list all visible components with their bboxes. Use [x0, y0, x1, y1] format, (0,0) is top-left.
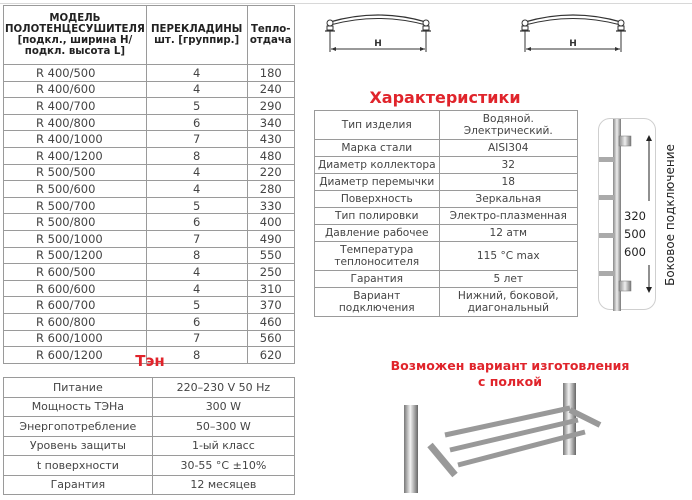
ten-label: Питание — [4, 378, 153, 398]
heat-output: 560 — [247, 330, 294, 347]
shelf-towel-rail-image — [400, 380, 620, 495]
heat-output: 290 — [247, 98, 294, 115]
ten-row — [4, 436, 295, 456]
characteristic-row — [315, 174, 578, 191]
model-row — [4, 114, 295, 131]
characteristic-value: Зеркальная — [439, 191, 577, 208]
model-name: R 500/1200 — [4, 247, 147, 264]
model-row — [4, 264, 295, 281]
ten-value: 30-55 °C ±10% — [152, 456, 294, 476]
svg-text:H: H — [374, 39, 382, 49]
characteristic-value: AISI304 — [439, 140, 577, 157]
header-model: МОДЕЛЬ ПОЛОТЕНЦЕСУШИТЕЛЯ [подкл., ширина H/ подкл. высота L] — [4, 6, 147, 65]
characteristic-value: 12 атм — [439, 225, 577, 242]
model-name: R 600/700 — [4, 297, 147, 314]
side-dimensions — [620, 207, 650, 261]
model-row — [4, 98, 295, 115]
bars-count: 6 — [146, 114, 247, 131]
models-table — [3, 5, 295, 364]
model-name: R 500/600 — [4, 181, 147, 198]
bars-count: 4 — [146, 181, 247, 198]
characteristic-label: Поверхность — [315, 191, 440, 208]
ten-label: Уровень защиты — [4, 436, 153, 456]
model-name: R 400/500 — [4, 65, 147, 82]
characteristic-value: Нижний, боковой, диагональный — [439, 288, 577, 317]
model-row — [4, 247, 295, 264]
side-connection-label — [660, 120, 680, 310]
header-heat: Тепло-отдача — [247, 6, 294, 65]
bars-count: 7 — [146, 230, 247, 247]
characteristic-row — [315, 208, 578, 225]
ten-value: 12 месяцев — [152, 475, 294, 495]
model-name: R 500/800 — [4, 214, 147, 231]
characteristic-value: 18 — [439, 174, 577, 191]
model-name: R 600/1000 — [4, 330, 147, 347]
model-name: R 500/500 — [4, 164, 147, 181]
bars-count: 7 — [146, 330, 247, 347]
ten-label: Энергопотребление — [4, 417, 153, 437]
model-row — [4, 81, 295, 98]
characteristic-row — [315, 157, 578, 174]
heat-output: 550 — [247, 247, 294, 264]
model-row — [4, 147, 295, 164]
bars-count: 4 — [146, 280, 247, 297]
ten-title: Тэн — [135, 352, 165, 370]
ten-value: 300 W — [152, 397, 294, 417]
ten-value: 220–230 V 50 Hz — [152, 378, 294, 398]
side-connection-text: Боковое подключение — [663, 144, 677, 286]
heat-output: 180 — [247, 65, 294, 82]
model-name: R 400/600 — [4, 81, 147, 98]
header-bars: ПЕРЕКЛАДИНЫ шт. [группир.] — [146, 6, 247, 65]
characteristic-value: 115 °C max — [439, 242, 577, 271]
characteristic-label: Вариант подключения — [315, 288, 440, 317]
ten-table — [3, 377, 295, 495]
model-name: R 400/800 — [4, 114, 147, 131]
heat-output: 430 — [247, 131, 294, 148]
heat-output: 310 — [247, 280, 294, 297]
model-name: R 600/1200 — [4, 347, 147, 364]
heat-output: 620 — [247, 347, 294, 364]
dimension-value: 500 — [624, 227, 646, 241]
heat-output: 370 — [247, 297, 294, 314]
ten-row — [4, 475, 295, 495]
ten-value: 50–300 W — [152, 417, 294, 437]
bars-count: 6 — [146, 214, 247, 231]
ten-row — [4, 397, 295, 417]
bars-count: 4 — [146, 81, 247, 98]
bars-count: 8 — [146, 147, 247, 164]
characteristic-label: Марка стали — [315, 140, 440, 157]
bottom-connection-diagram-2 — [520, 10, 630, 55]
characteristic-value: 5 лет — [439, 271, 577, 288]
ten-label: Мощность ТЭНа — [4, 397, 153, 417]
model-row — [4, 214, 295, 231]
model-name: R 400/1200 — [4, 147, 147, 164]
characteristic-row — [315, 140, 578, 157]
heat-output: 220 — [247, 164, 294, 181]
model-row — [4, 181, 295, 198]
ten-row — [4, 456, 295, 476]
characteristic-value: 32 — [439, 157, 577, 174]
ten-value: 1-ый класс — [152, 436, 294, 456]
model-name: R 600/800 — [4, 313, 147, 330]
model-name: R 600/600 — [4, 280, 147, 297]
bars-count: 7 — [146, 131, 247, 148]
characteristic-row — [315, 271, 578, 288]
bars-count: 6 — [146, 313, 247, 330]
characteristic-label: Диаметр коллектора — [315, 157, 440, 174]
shelf-note-line1: Возможен вариант изготовления — [390, 358, 630, 373]
characteristic-value: Электро-плазменная — [439, 208, 577, 225]
characteristics-table — [314, 110, 578, 317]
model-row — [4, 131, 295, 148]
heat-output: 280 — [247, 181, 294, 198]
shelf-note-line2: с полкой — [478, 374, 542, 389]
heat-output: 490 — [247, 230, 294, 247]
model-name: R 500/700 — [4, 197, 147, 214]
bottom-connection-diagram-1 — [325, 10, 435, 55]
svg-text:H: H — [569, 39, 577, 49]
bars-count: 5 — [146, 98, 247, 115]
ten-row — [4, 378, 295, 398]
characteristic-row — [315, 111, 578, 140]
characteristic-label: Тип изделия — [315, 111, 440, 140]
characteristic-label: Гарантия — [315, 271, 440, 288]
bars-count: 4 — [146, 65, 247, 82]
bars-count: 4 — [146, 264, 247, 281]
model-row — [4, 330, 295, 347]
ten-label: Гарантия — [4, 475, 153, 495]
bars-count: 5 — [146, 297, 247, 314]
ten-row — [4, 417, 295, 437]
characteristic-value: Водяной. Электрический. — [439, 111, 577, 140]
bars-count: 8 — [146, 247, 247, 264]
model-row — [4, 197, 295, 214]
model-name: R 600/500 — [4, 264, 147, 281]
dimension-value: 320 — [624, 209, 646, 223]
model-row — [4, 65, 295, 82]
model-row — [4, 164, 295, 181]
characteristic-row — [315, 242, 578, 271]
characteristics-title: Характеристики — [369, 88, 521, 107]
heat-output: 240 — [247, 81, 294, 98]
characteristic-row — [315, 191, 578, 208]
ten-label: t поверхности — [4, 456, 153, 476]
heat-output: 330 — [247, 197, 294, 214]
characteristic-row — [315, 225, 578, 242]
characteristic-label: Температура теплоносителя — [315, 242, 440, 271]
characteristic-row — [315, 288, 578, 317]
dimension-value: 600 — [624, 245, 646, 259]
heat-output: 250 — [247, 264, 294, 281]
model-name: R 400/1000 — [4, 131, 147, 148]
model-row — [4, 313, 295, 330]
characteristic-label: Давление рабочее — [315, 225, 440, 242]
model-row — [4, 297, 295, 314]
models-header-row — [4, 6, 295, 65]
bars-count: 4 — [146, 164, 247, 181]
top-divider — [0, 3, 692, 4]
heat-output: 480 — [247, 147, 294, 164]
heat-output: 400 — [247, 214, 294, 231]
model-name: R 500/1000 — [4, 230, 147, 247]
bars-count: 8 — [146, 347, 247, 364]
model-row — [4, 230, 295, 247]
model-row — [4, 280, 295, 297]
heat-output: 460 — [247, 313, 294, 330]
characteristic-label: Тип полировки — [315, 208, 440, 225]
model-name: R 400/700 — [4, 98, 147, 115]
bars-count: 5 — [146, 197, 247, 214]
characteristic-label: Диаметр перемычки — [315, 174, 440, 191]
heat-output: 340 — [247, 114, 294, 131]
